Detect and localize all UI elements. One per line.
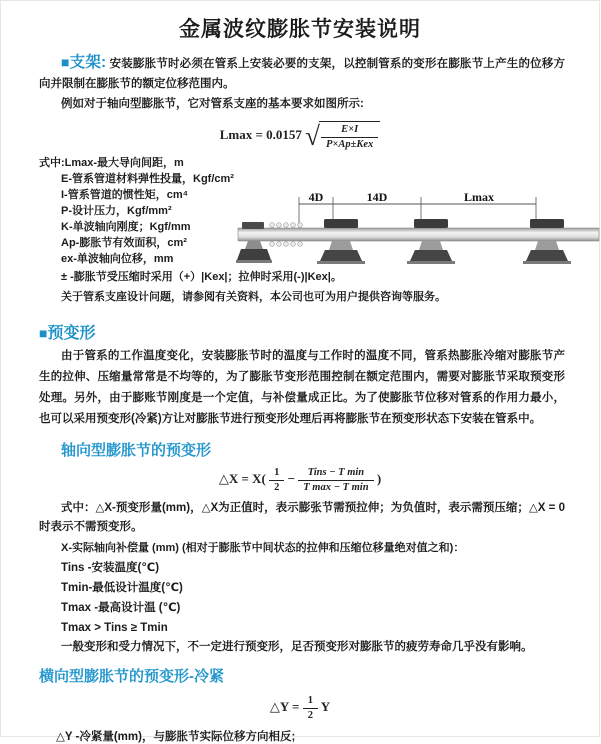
axial-x-definition: X-实际轴向补偿量 (mm) (相对于膨胀节中间状态的拉伸和压缩位移量绝对值之和)： — [61, 541, 465, 554]
dim-label-lmax: Lmax — [464, 190, 494, 204]
half-denominator: 2 — [269, 480, 284, 495]
support-example-line: 例如对于轴向型膨胀节，它对管系支座的基本要求如图所示: — [61, 98, 364, 110]
fraction-temperature — [298, 466, 373, 494]
half-numerator: 1 — [307, 695, 313, 707]
pipe — [238, 228, 599, 241]
definition-item: 式中:Lmax-最大导向间距，m — [39, 157, 184, 170]
section-square-bullet: ■ — [61, 54, 70, 70]
support-intro-text: 安装膨胀节时必须在管系上安装必要的支架，以控制管系的变形在膨胀节上产生的位移方向并限制在膨胀节的额定位移范围内。 — [39, 58, 565, 90]
definition-item: Ap-膨胀节有效面积，cm² — [61, 237, 187, 250]
section-square-bullet: ■ — [39, 325, 48, 342]
half-denominator: 2 — [303, 708, 318, 723]
formula-delta-x-lhs: △X = X( — [218, 471, 266, 487]
temp-def-item: Tmax -最高设计温 (℃) — [61, 601, 181, 614]
temp-relation-item: Tmax > Tins ≥ Tmin — [61, 621, 168, 634]
formula-lmax-lhs: Lmax = 0.0157 — [219, 127, 302, 143]
pipe-guide-support — [317, 219, 365, 264]
consult-note: 关于管系支座设计问题，请参阅有关资料，本公司也可为用户提供咨询等服务。 — [61, 291, 446, 304]
sqrt-radical — [305, 121, 380, 151]
lateral-pre-deform-heading: 横向型膨胀节的预变形-冷紧 — [39, 668, 224, 686]
plus-minus-note: ± -膨胀节受压缩时采用（+）|Kex|；拉伸时采用(-)|Kex|。 — [61, 271, 342, 284]
cold-tighten-note: △Y -冷紧量(mm)，与膨胀节实际位移方向相反; — [56, 731, 296, 744]
temp-denominator: T max − T min — [298, 480, 373, 495]
formula-lmax — [1, 121, 599, 151]
definition-item: P-设计压力，Kgf/mm² — [61, 205, 172, 218]
pipe-guide-support — [407, 219, 455, 264]
fraction-one-half — [303, 694, 318, 722]
axial-pre-deform-heading: 轴向型膨胀节的预变形 — [61, 442, 212, 460]
section-title-pre-deform — [39, 320, 599, 343]
formula-delta-x — [1, 466, 599, 494]
temperature-definitions-list — [1, 558, 599, 638]
support-intro-paragraph — [39, 52, 565, 94]
minus-sign: − — [287, 471, 296, 487]
definition-item: ex-单波轴向位移，mm — [61, 253, 174, 266]
formula-delta-y — [1, 694, 599, 722]
definition-item: I-管系管道的惯性矩，cm⁴ — [61, 189, 189, 202]
pipe-support-diagram — [236, 191, 601, 286]
temp-def-item: Tins -安装温度(℃) — [61, 561, 160, 574]
close-paren: ) — [376, 471, 382, 487]
formula-delta-y-rhs: Y — [320, 699, 331, 715]
temp-def-item: Tmin-最低设计温度(℃) — [61, 581, 183, 594]
half-numerator: 1 — [274, 467, 280, 479]
fraction-one-half — [269, 466, 284, 494]
page-title: 金属波纹膨胀节安装说明 — [179, 18, 421, 41]
axial-formula-note: 式中：△X-预变形量(mm)，△X为正值时，表示膨张节需预拉伸；为负值时，表示需预压缩；△X = 0时表示不需预变形。 — [39, 501, 565, 534]
sqrt-sign: √ — [305, 120, 320, 151]
formula-lmax-numerator: E×I — [341, 124, 359, 135]
definition-item: K-单波轴向刚度；Kgf/mm — [61, 221, 191, 234]
section-title-support: 支架: — [69, 54, 107, 71]
temp-numerator: Tins − T min — [307, 467, 365, 479]
definition-item: E-管系管道材料弹性投量，Kgf/cm² — [61, 173, 234, 186]
dim-label-14d: 14D — [366, 190, 388, 204]
axial-general-note: 一般变形和受力情况下，不一定进行预变形，足否预变形对膨胀节的疲劳寿命几乎没有影响。 — [61, 640, 533, 653]
pre-deform-heading-text: 预变形 — [47, 325, 96, 343]
dim-label-4d: 4D — [308, 190, 324, 204]
formula-delta-y-lhs: △Y = — [269, 699, 300, 715]
formula-lmax-denominator: P×Ap±Kex — [321, 137, 378, 152]
pipe-guide-support — [523, 219, 571, 264]
pre-deform-paragraph: 由于管系的工作温度变化，安装膨胀节时的温度与工作时的温度不同，管系热膨胀冷缩对膨胀节产生的拉伸、压缩量常常是不均等的，为了膨胀节变形范围控制在额定范围内，需要对膨胀节采取预变形处理。另外，由于膨账节刚度是一个定值，与补偿量成正比。为了使膨胀节位移对管系的作用力最小，也可以采用预变形(冷紧)方让对膨胀节进行预变形处理后再将膨胀节在预变形状态下安装在管系中。 — [39, 350, 565, 426]
